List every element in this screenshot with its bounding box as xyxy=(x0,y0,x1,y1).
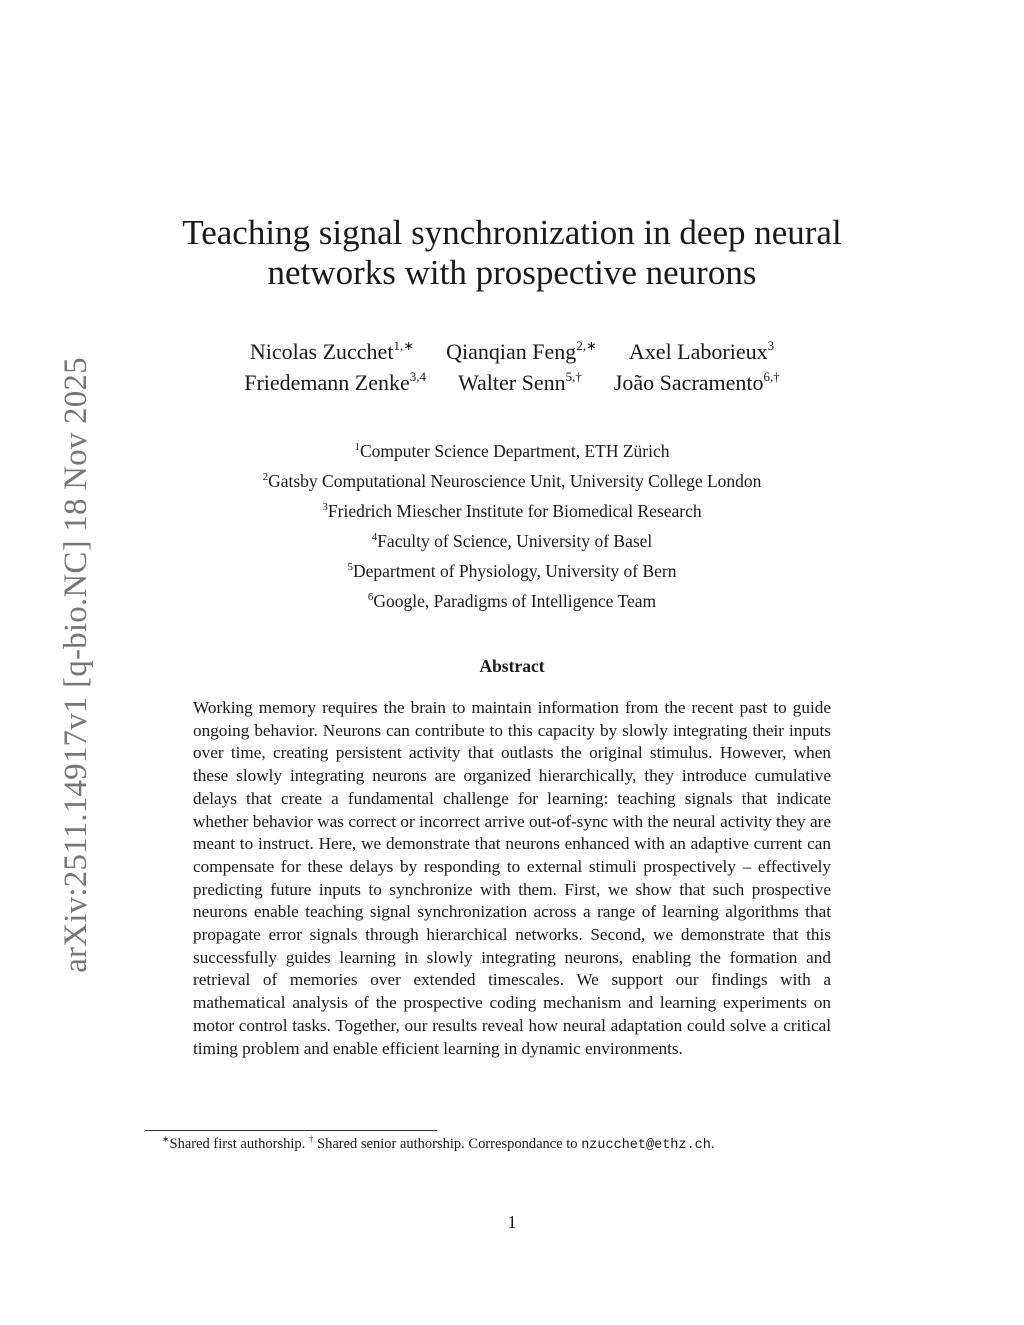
affiliation-item: $^5$Department of Physiology, University of Bern xyxy=(347,561,677,581)
affiliation-item: $^4$Faculty of Science, University of Basel xyxy=(371,531,653,551)
author-name: Friedemann Zenke$^{3,4}$ xyxy=(244,369,427,395)
author-name: Nicolas Zucchet$^{1,∗}$ xyxy=(249,338,415,364)
author-list xyxy=(130,336,894,398)
author-row-1 xyxy=(130,336,894,367)
abstract-body: Working memory requires the brain to maintain information from the recent past to guide ongoing behavior. Neurons can contribute to this capacity by slowly integrating their inputs over time, creating persistent activity that outlasts the original stimulus. However, when these slowly integrating neurons are organized hierarchically, they introduce cumulative delays that create a fundamental challenge for learning: teaching signals that indicate whether behavior was correct or incorrect arrive out-of-sync with the neural activity they are meant to instruct. Here, we demonstrate that neurons enhanced with an adaptive current can compensate for these delays by responding to external stimuli prospectively – effectively predicting future inputs to synchronize with them. First, we show that such prospective neurons enable teaching signal synchronization across a range of learning algorithms that propagate error signals through hierarchical networks. Second, we demonstrate that this successfully guides learning in slowly integrating neurons, enabling the formation and retrieval of memories over extended timescales. We support our findings with a mathematical analysis of the prospective coding mechanism and learning experiments on motor control tasks. Together, our results reveal how neural adaptation could solve a critical timing problem and enable efficient learning in dynamic environments. xyxy=(193,698,831,1058)
affiliation-item: $^3$Friedrich Miescher Institute for Biomedical Research xyxy=(322,501,702,521)
footnote: ∗Shared first authorship. † Shared senior authorship. Correspondance to nzucchet@ethz.ch. xyxy=(162,1134,715,1153)
affiliation-item: $^2$Gatsby Computational Neuroscience Unit, University College London xyxy=(262,471,762,491)
affiliation-list xyxy=(130,436,894,616)
arxiv-identifier-stamp: arXiv:2511.14917v1 [q-bio.NC] 18 Nov 2025 xyxy=(58,357,94,973)
correspondence-email[interactable]: nzucchet@ethz.ch xyxy=(581,1138,711,1153)
author-name: Axel Laborieux$^3$ xyxy=(628,338,775,364)
paper-title: Teaching signal synchronization in deep neural networks with prospective neurons xyxy=(182,213,842,292)
author-row-2 xyxy=(130,367,894,398)
affiliation-item: $^1$Computer Science Department, ETH Zürich xyxy=(354,441,670,461)
abstract-heading: Abstract xyxy=(479,656,545,676)
page-number: 1 xyxy=(507,1212,517,1232)
author-name: Walter Senn$^{5,\dagger}$ xyxy=(458,369,582,395)
author-name: João Sacramento$^{6,\dagger}$ xyxy=(613,369,780,395)
affiliation-item: $^6$Google, Paradigms of Intelligence Team xyxy=(367,591,657,611)
author-name: Qianqian Feng$^{2,∗}$ xyxy=(446,338,597,364)
footnote-divider xyxy=(145,1130,437,1131)
